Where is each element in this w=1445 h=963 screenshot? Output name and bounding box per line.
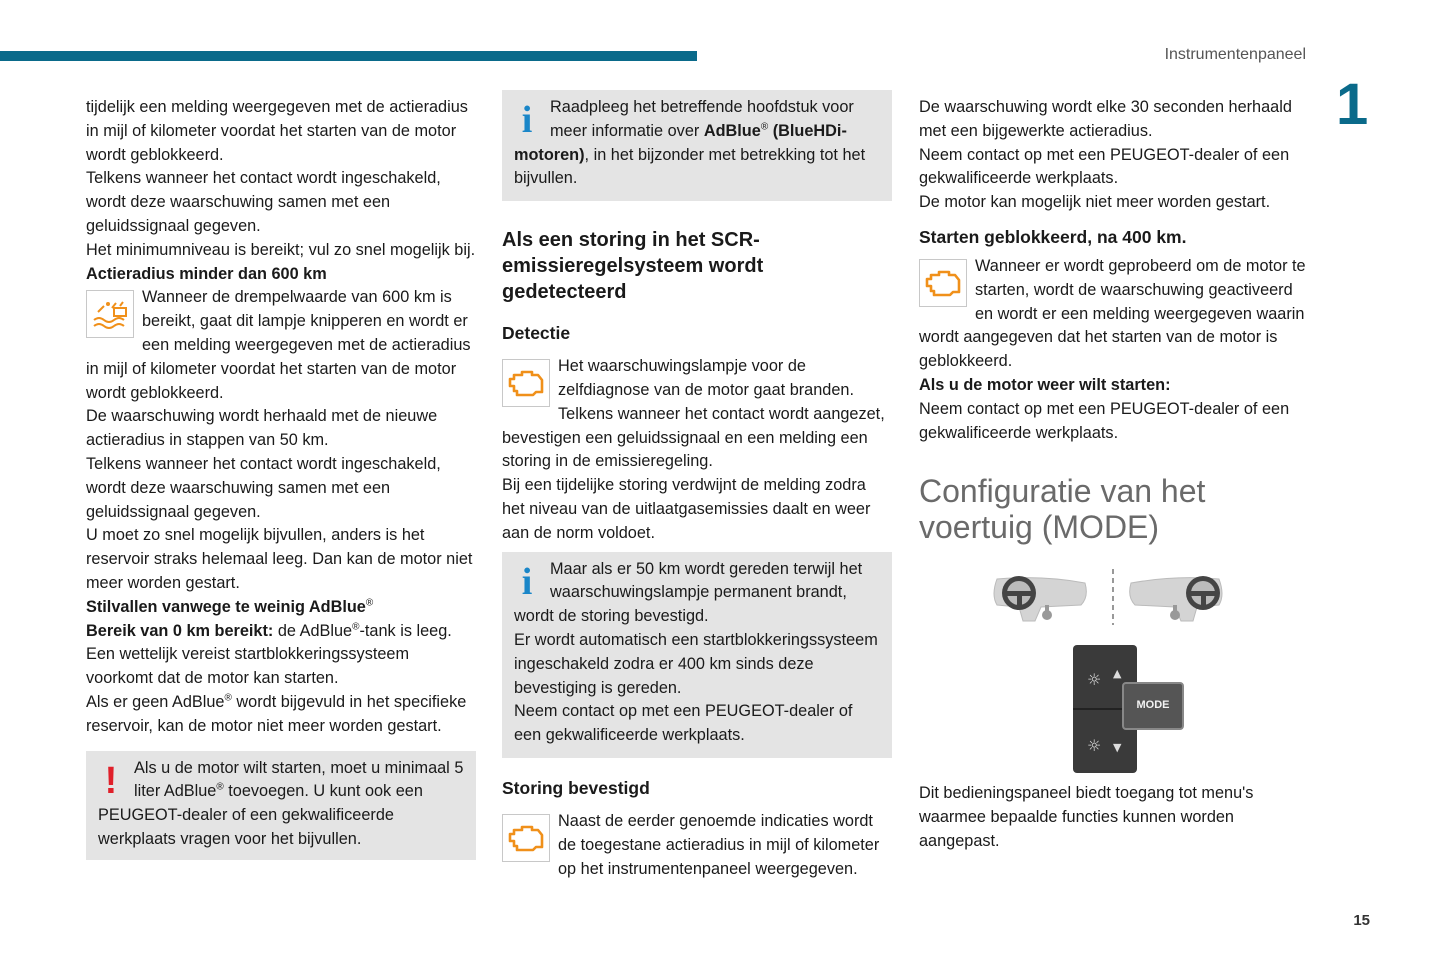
column-1 <box>86 96 476 860</box>
svg-text:▲: ▲ <box>1113 667 1122 681</box>
warning-exclamation-icon: ! <box>104 759 118 802</box>
heading-scr-fault: Als een storing in het SCR-emissieregelsysteem wordt gedetecteerd <box>502 229 764 304</box>
engine-check-icon <box>502 814 550 862</box>
paragraph-detection: Het waarschuwingslampje voor de zelfdiagnose van de motor gaat branden. <box>502 355 892 403</box>
warning-note: ! Als u de motor wilt starten, moet u minimaal 5 liter AdBlue® toevoegen. U kunt ook een PEUGEOT-dealer of een gekwalificeerde werkplaats vragen voor het bijvullen. <box>86 751 476 860</box>
paragraph: Telkens wanneer het contact wordt ingeschakeld, wordt deze waarschuwing samen met een geluidssignaal gegeven. <box>86 169 441 235</box>
subheading-fault-confirmed: Storing bevestigd <box>502 777 650 798</box>
paragraph: Neem contact op met een PEUGEOT-dealer of een gekwalificeerde werkplaats. <box>919 399 1290 442</box>
paragraph-zero-range: Bereik van 0 km bereikt: de AdBlue®-tank is leeg. Een wettelijk vereist startblokkeringssysteem voorkomt dat de motor kan starten. <box>86 621 452 688</box>
paragraph: Bij een tijdelijke storing verdwijnt de melding zodra het niveau van de uitlaatgasemissies daalt en weer aan de norm voldoet. <box>502 476 871 542</box>
paragraph-start-blocked: Wanneer er wordt geprobeerd om de motor te starten, wordt de waarschuwing geactiveerd en wordt er een melding weergegeven waarin wordt aangegeven dat het starten van de motor is geblokkeerd. <box>919 256 1306 371</box>
engine-check-icon <box>919 259 967 307</box>
paragraph: tijdelijk een melding weergegeven met de actieradius in mijl of kilometer voordat het starten van de motor wordt geblokkeerd. <box>86 98 468 164</box>
subheading-range-600: Actieradius minder dan 600 km <box>86 264 327 283</box>
subheading-detection: Detectie <box>502 323 571 344</box>
mode-illustration <box>919 567 1314 782</box>
paragraph: Het minimumniveau is bereikt; vul zo snel mogelijk bij. <box>86 240 476 259</box>
steering-wheel-icon <box>1186 576 1220 610</box>
section-title: Instrumentenpaneel <box>1164 46 1306 63</box>
svg-text:▼: ▼ <box>1113 741 1122 755</box>
paragraph: De waarschuwing wordt elke 30 seconden herhaald met een bijgewerkte actieradius. <box>919 98 1292 140</box>
info-icon: i <box>521 99 533 141</box>
subheading-start-blocked: Starten geblokkeerd, na 400 km. <box>919 226 1187 247</box>
paragraph-range-600: Wanneer de drempelwaarde van 600 km is bereikt, gaat dit lampje knipperen en wordt er een melding weergegeven met de actieradius in mijl of kilometer voordat het starten van de motor wordt geblokkeerd. <box>86 288 471 402</box>
subheading-stall: Stilvallen vanwege te weinig AdBlue® <box>86 597 374 616</box>
info-note-confirmation: i Maar als er 50 km wordt gereden terwijl het waarschuwingslampje permanent brandt, wordt de storing bevestigd. Er wordt automatisch een startblokkeringssysteem ingeschakeld zodra er 400 km sinds deze bevestiging is gereden. Neem contact op met een PEUGEOT-dealer of een gekwalificeerde werkplaats. <box>502 552 892 758</box>
paragraph: Telkens wanneer het contact wordt ingeschakeld, wordt deze waarschuwing samen met een geluidssignaal gegeven. <box>86 454 441 521</box>
page-number: 15 <box>1353 912 1370 929</box>
engine-check-icon <box>502 359 550 407</box>
heading-vehicle-configuration: Configuratie van het voertuig (MODE) <box>919 473 1206 546</box>
paragraph: Als er geen AdBlue® wordt bijgevuld in het specifieke reservoir, kan de motor niet meer worden gestart. <box>86 692 467 735</box>
paragraph: De motor kan mogelijk niet meer worden gestart. <box>919 193 1271 212</box>
column-2 <box>502 90 892 881</box>
paragraph-control-panel: Dit bedieningspaneel biedt toegang tot menu's waarmee bepaalde functies kunnen worden aangepast. <box>919 784 1254 850</box>
mode-button[interactable]: MODE <box>1136 699 1170 712</box>
column-3 <box>919 96 1314 854</box>
paragraph: Telkens wanneer het contact wordt aangezet, bevestigen een geluidssignaal en een melding een storing in de emissieregeling. <box>502 404 885 471</box>
svg-text:☼: ☼ <box>1087 736 1102 756</box>
svg-text:☼: ☼ <box>1087 670 1102 690</box>
paragraph-fault-confirmed: Naast de eerder genoemde indicaties wordt de toegestane actieradius in mijl of kilometer op het instrumentenpaneel weergegeven. <box>502 810 892 881</box>
adblue-warning-icon <box>86 290 134 338</box>
paragraph: U moet zo snel mogelijk bijvullen, anders is het reservoir straks helemaal leeg. Dan kan de motor niet meer worden gestart. <box>86 526 473 592</box>
info-icon: i <box>521 560 533 603</box>
info-note-adblue: i Raadpleeg het betreffende hoofdstuk voor meer informatie over AdBlue® (BlueHDi-motoren), in het bijzonder met betrekking tot het bijvullen. <box>502 90 892 201</box>
subheading-restart: Als u de motor weer wilt starten: <box>919 375 1171 394</box>
dashboard-diagram <box>919 567 1314 782</box>
steering-wheel-icon <box>1002 576 1036 610</box>
chapter-number: 1 <box>1336 72 1369 137</box>
paragraph: De waarschuwing wordt herhaald met de nieuwe actieradius in stappen van 50 km. <box>86 407 438 450</box>
header-accent-bar <box>0 51 697 61</box>
paragraph: Neem contact op met een PEUGEOT-dealer of een gekwalificeerde werkplaats. <box>919 145 1290 188</box>
